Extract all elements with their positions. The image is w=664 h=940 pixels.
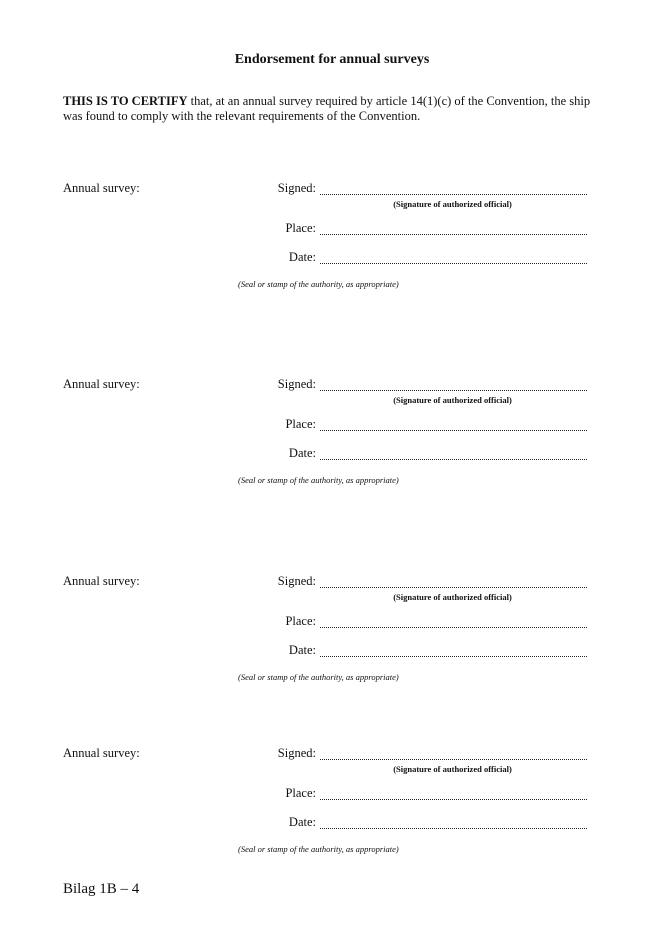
signature-caption: (Signature of authorized official): [393, 199, 512, 209]
place-label: Place:: [285, 614, 316, 628]
date-field[interactable]: [320, 826, 587, 829]
signature-field[interactable]: [320, 585, 587, 588]
survey-block-4: [0, 746, 664, 876]
annual-survey-label: Annual survey:: [63, 181, 140, 195]
date-label: Date:: [288, 250, 316, 264]
signature-caption: (Signature of authorized official): [393, 764, 512, 774]
place-field[interactable]: [320, 797, 587, 800]
survey-block-2: [0, 377, 664, 507]
survey-block-1: [0, 181, 664, 311]
date-field[interactable]: [320, 457, 587, 460]
signature-field[interactable]: [320, 388, 587, 391]
place-field[interactable]: [320, 625, 587, 628]
date-label: Date:: [288, 446, 316, 460]
place-label: Place:: [285, 786, 316, 800]
survey-block-3: [0, 574, 664, 704]
certify-text: that, at an annual survey required by article 14(1)(c) of the Convention, the ship was found to comply with the relevant requirements of the Convention.: [63, 94, 591, 123]
place-field[interactable]: [320, 232, 587, 235]
signature-field[interactable]: [320, 192, 587, 195]
annual-survey-label: Annual survey:: [63, 574, 140, 588]
date-label: Date:: [288, 815, 316, 829]
certify-lead: THIS IS TO CERTIFY: [63, 94, 188, 108]
signed-label: Signed:: [277, 746, 316, 760]
place-field[interactable]: [320, 428, 587, 431]
signature-caption: (Signature of authorized official): [393, 395, 512, 405]
seal-note: (Seal or stamp of the authority, as appropriate): [238, 672, 399, 682]
page-title: Endorsement for annual surveys: [234, 52, 430, 67]
annual-survey-label: Annual survey:: [63, 746, 140, 760]
seal-note: (Seal or stamp of the authority, as appropriate): [238, 279, 399, 289]
signed-label: Signed:: [277, 377, 316, 391]
date-label: Date:: [288, 643, 316, 657]
place-label: Place:: [285, 417, 316, 431]
signature-caption: (Signature of authorized official): [393, 592, 512, 602]
date-field[interactable]: [320, 261, 587, 264]
date-field[interactable]: [320, 654, 587, 657]
signed-label: Signed:: [277, 181, 316, 195]
seal-note: (Seal or stamp of the authority, as appropriate): [238, 844, 399, 854]
place-label: Place:: [285, 221, 316, 235]
annual-survey-label: Annual survey:: [63, 377, 140, 391]
page-footer: Bilag 1B – 4: [63, 881, 140, 897]
signed-label: Signed:: [277, 574, 316, 588]
signature-field[interactable]: [320, 757, 587, 760]
certification-statement: [63, 94, 603, 124]
seal-note: (Seal or stamp of the authority, as appropriate): [238, 475, 399, 485]
